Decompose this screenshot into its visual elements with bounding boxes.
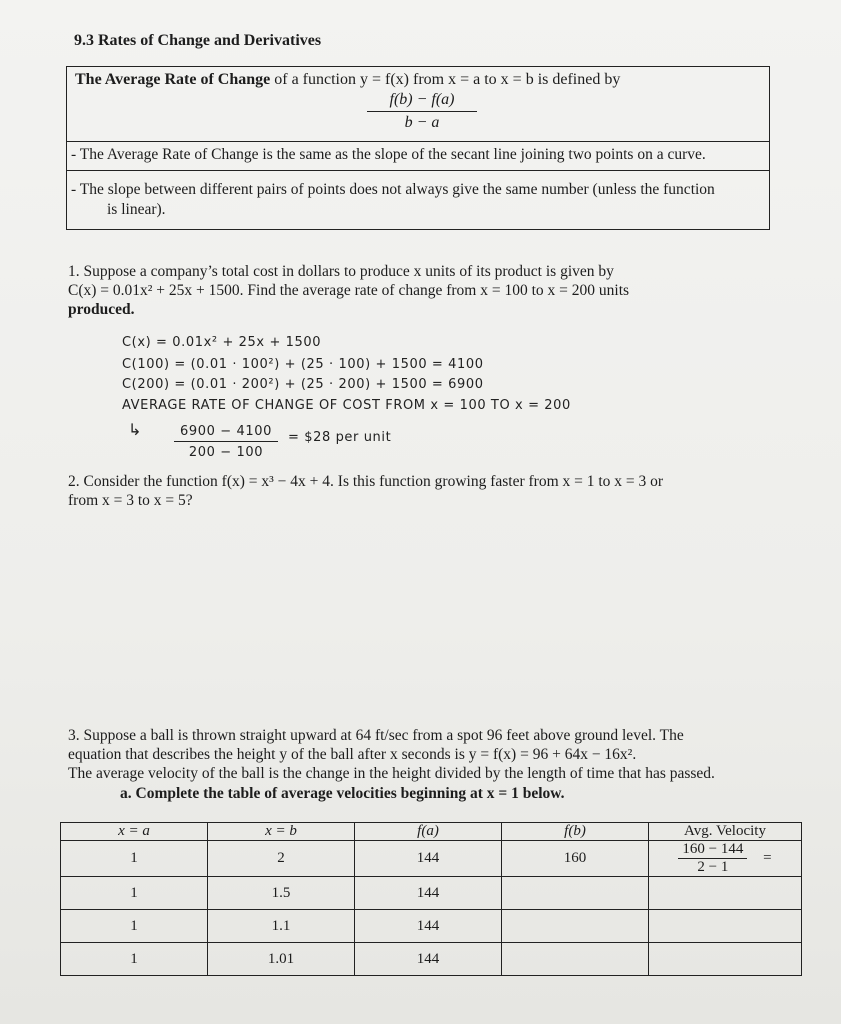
velocity-numerator: 160 − 144: [678, 841, 747, 859]
col-header-b: x = b: [208, 823, 355, 841]
question-3-line-2: equation that describes the height y of the ball after x seconds is y = f(x) = 96 + 64x − 16x².: [68, 746, 637, 763]
question-3-line-3: The average velocity of the ball is the change in the height divided by the length of time that has passed.: [68, 765, 715, 782]
note-box-2: [66, 170, 770, 230]
cell-fa: 144: [355, 943, 502, 976]
table-row: [61, 841, 802, 877]
handwriting-frac-denominator: 200 − 100: [188, 445, 264, 460]
definition-term: The Average Rate of Change: [75, 71, 271, 88]
cell-b: 2: [208, 841, 355, 877]
question-3-line-1: 3. Suppose a ball is thrown straight upward at 64 ft/sec from a spot 96 feet above ground level. The: [68, 727, 684, 744]
table-row: [61, 877, 802, 910]
cell-b: 1.01: [208, 943, 355, 976]
handwriting-result: = $28 per unit: [288, 430, 392, 445]
table-header-row: [61, 823, 802, 841]
col-header-fb: f(b): [502, 823, 649, 841]
note-box-1: [66, 140, 770, 171]
cell-fa: 144: [355, 841, 502, 877]
question-2-line-2: from x = 3 to x = 5?: [68, 492, 193, 509]
cell-fb[interactable]: [502, 910, 649, 943]
cell-a: 1: [61, 877, 208, 910]
note-slope-cont: is linear).: [107, 201, 166, 218]
col-header-velocity: Avg. Velocity: [649, 823, 802, 841]
handwriting-cost-function: C(x) = 0.01x² + 25x + 1500: [122, 335, 322, 350]
cell-velocity[interactable]: [649, 877, 802, 910]
cell-fa: 144: [355, 877, 502, 910]
handwriting-c200: C(200) = (0.01 · 200²) + (25 · 200) + 1500 = 6900: [122, 377, 484, 392]
note-slope: - The slope between different pairs of points does not always give the same number (unless the function: [71, 181, 715, 198]
table-row: [61, 943, 802, 976]
cell-a: 1: [61, 841, 208, 877]
question-1-line-2: C(x) = 0.01x² + 25x + 1500. Find the average rate of change from x = 100 to x = 200 units: [68, 282, 630, 299]
col-header-fa: f(a): [355, 823, 502, 841]
velocity-fraction: [678, 841, 747, 876]
question-1-line-3: produced.: [68, 301, 135, 318]
velocity-equals: =: [763, 850, 772, 866]
cell-fb[interactable]: [502, 943, 649, 976]
handwriting-avg-label: AVERAGE RATE OF CHANGE OF COST FROM x = 100 TO x = 200: [122, 398, 571, 413]
cell-velocity[interactable]: [649, 910, 802, 943]
cell-a: 1: [61, 943, 208, 976]
page-title: 9.3 Rates of Change and Derivatives: [74, 32, 322, 49]
velocity-table: [60, 822, 802, 976]
cell-b: 1.1: [208, 910, 355, 943]
definition-text: [75, 71, 620, 89]
table-row: [61, 910, 802, 943]
question-2-line-1: 2. Consider the function f(x) = x³ − 4x + 4. Is this function growing faster from x = 1 to x = 3 or: [68, 473, 664, 490]
cell-fa: 144: [355, 910, 502, 943]
formula-denominator: b − a: [404, 114, 440, 131]
cell-a: 1: [61, 910, 208, 943]
cell-fb[interactable]: [502, 877, 649, 910]
arrow-icon: ↳: [128, 420, 143, 439]
cell-b: 1.5: [208, 877, 355, 910]
definition-box: [66, 66, 770, 142]
definition-rest: of a function y = f(x) from x = a to x = b is defined by: [270, 71, 621, 88]
note-secant: - The Average Rate of Change is the same as the slope of the secant line joining two points on a curve.: [71, 146, 706, 163]
handwriting-frac-numerator: 6900 − 4100: [174, 424, 278, 442]
cell-velocity[interactable]: [649, 841, 802, 877]
formula-numerator: f(b) − f(a): [367, 91, 477, 112]
col-header-a: x = a: [61, 823, 208, 841]
definition-formula: [367, 91, 477, 132]
cell-velocity[interactable]: [649, 943, 802, 976]
velocity-denominator: 2 − 1: [697, 859, 729, 875]
question-1-line-1: 1. Suppose a company’s total cost in dollars to produce x units of its product is given by: [68, 263, 614, 280]
cell-fb: 160: [502, 841, 649, 877]
handwriting-c100: C(100) = (0.01 · 100²) + (25 · 100) + 1500 = 4100: [122, 357, 484, 372]
question-3-line-4: a. Complete the table of average velocities beginning at x = 1 below.: [120, 785, 565, 802]
